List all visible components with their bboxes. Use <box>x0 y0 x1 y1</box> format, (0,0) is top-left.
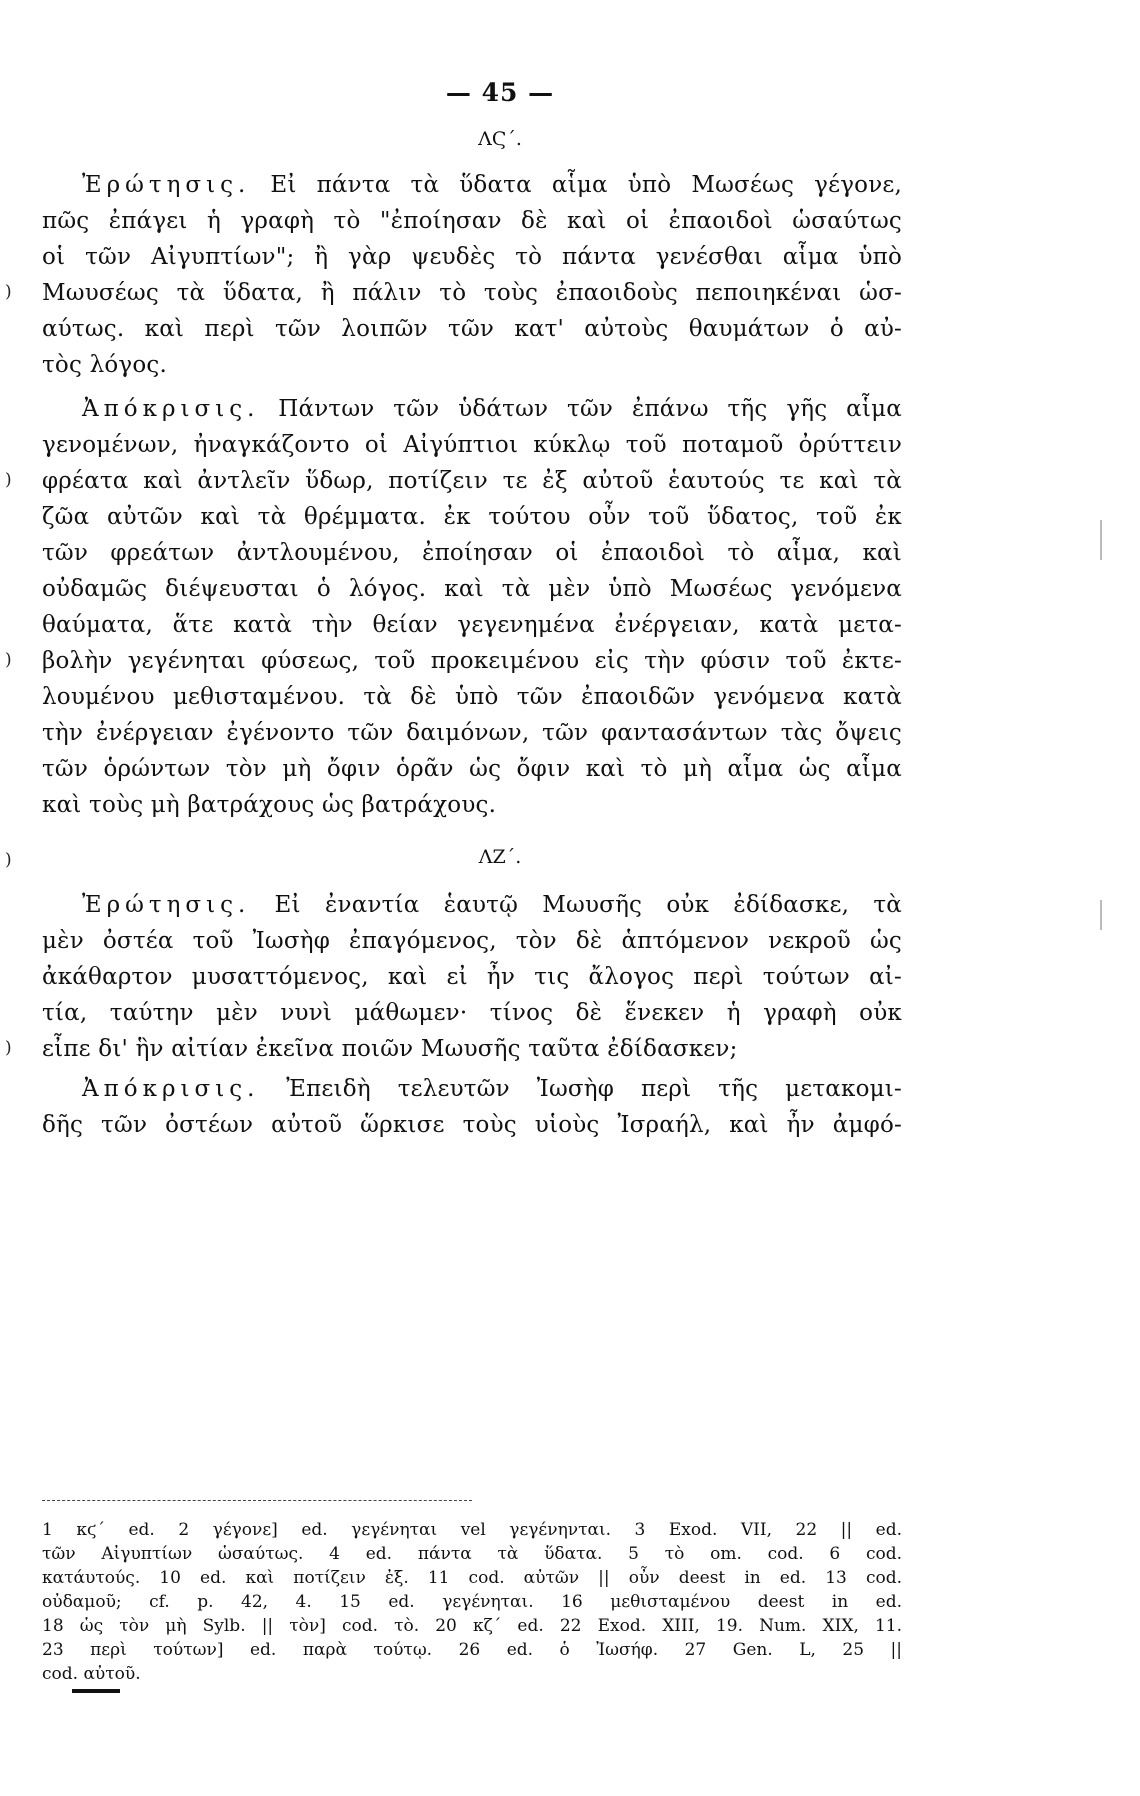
text-line: αύτως. καὶ περὶ τῶν λοιπῶν τῶν κατ' αὐτοὺς θαυμάτων ὁ αὐ- <box>42 316 902 342</box>
answer-label: Ἀπόκρισις. <box>82 1076 260 1102</box>
section-heading-36: ΛϚ΄. <box>478 128 522 150</box>
text-line: τῶν φρεάτων ἀντλουμένου, ἐποίησαν οἱ ἐπαοιδοὶ τὸ αἷμα, καὶ <box>42 540 902 566</box>
answer-label: Ἀπόκρισις. <box>82 396 260 422</box>
text-line: εἶπε δι' ἣν αἰτίαν ἐκεῖνα ποιῶν Μωυσῆς ταῦτα ἐδίδασκεν; <box>42 1036 738 1062</box>
footnote-line: οὐδαμοῦ; cf. p. 42, 4. 15 ed. γεγένηται. 16 μεθισταμένου deest in ed. <box>42 1592 902 1612</box>
question-label: Ἐρώτησις. <box>82 172 251 198</box>
text-line: τὴν ἐνέργειαν ἐγένοντο τῶν δαιμόνων, τῶν φαντασάντων τὰς ὄψεις <box>42 720 902 746</box>
page-end-mark <box>72 1689 120 1693</box>
footnote-rule <box>42 1500 472 1501</box>
margin-mark: ) <box>5 1038 12 1058</box>
text-line: δῆς τῶν ὀστέων αὐτοῦ ὥρκισε τοὺς υἱοὺς Ἰσραήλ, καὶ ἦν ἀμφό- <box>42 1112 902 1138</box>
text-line: Ἀπόκρισις. Πάντων τῶν ὑδάτων τῶν ἐπάνω τῆς γῆς αἷμα <box>82 396 902 422</box>
text-line: μὲν ὀστέα τοῦ Ἰωσὴφ ἐπαγόμενος, τὸν δὲ ἁπτόμενον νεκροῦ ὡς <box>42 928 902 954</box>
footnote-line: cod. αὐτοῦ. <box>42 1664 141 1684</box>
text-line: θαύματα, ἅτε κατὰ τὴν θείαν γεγενημένα ἐνέργειαν, κατὰ μετα- <box>42 612 902 638</box>
text-line: φρέατα καὶ ἀντλεῖν ὕδωρ, ποτίζειν τε ἐξ αὐτοῦ ἑαυτούς τε καὶ τὰ <box>42 468 902 494</box>
text-line: οἱ τῶν Αἰγυπτίων"; ἢ γὰρ ψευδὲς τὸ πάντα γενέσθαι αἷμα ὑπὸ <box>42 244 902 270</box>
text-line: τὸς λόγος. <box>42 352 167 378</box>
text-line: οὐδαμῶς διέψευσται ὁ λόγος. καὶ τὰ μὲν ὑπὸ Μωσέως γενόμενα <box>42 576 902 602</box>
text-line: γενομένων, ἠναγκάζοντο οἱ Αἰγύπτιοι κύκλῳ τοῦ ποταμοῦ ὀρύττειν <box>42 432 902 458</box>
text-line: πῶς ἐπάγει ἡ γραφὴ τὸ "ἐποίησαν δὲ καὶ οἱ ἐπαοιδοὶ ὡσαύτως <box>42 208 902 234</box>
text-line: Μωυσέως τὰ ὕδατα, ἢ πάλιν τὸ τοὺς ἐπαοιδοὺς πεποιηκέναι ὡσ- <box>42 280 902 306</box>
text-line: τῶν ὁρώντων τὸν μὴ ὄφιν ὁρᾶν ὡς ὄφιν καὶ τὸ μὴ αἷμα ὡς αἷμα <box>42 756 902 782</box>
footnote-line: 23 περὶ τούτων] ed. παρὰ τούτῳ. 26 ed. ὁ Ἰωσήφ. 27 Gen. L, 25 || <box>42 1640 902 1660</box>
scan-edge-mark <box>1100 900 1102 930</box>
margin-mark: ) <box>5 850 12 870</box>
section-heading-37: ΛΖ΄. <box>478 846 522 868</box>
scan-edge-mark <box>1100 520 1102 560</box>
text-line: τία, ταύτην μὲν νυνὶ μάθωμεν· τίνος δὲ ἕνεκεν ἡ γραφὴ οὐκ <box>42 1000 902 1026</box>
text-line: καὶ τοὺς μὴ βατράχους ὡς βατράχους. <box>42 792 497 818</box>
text-line: λουμένου μεθισταμένου. τὰ δὲ ὑπὸ τῶν ἐπαοιδῶν γενόμενα κατὰ <box>42 684 902 710</box>
footnote-line: τῶν Αἰγυπτίων ὡσαύτως. 4 ed. πάντα τὰ ὕδατα. 5 τὸ om. cod. 6 cod. <box>42 1544 902 1564</box>
text-line: ἀκάθαρτον μυσαττόμενος, καὶ εἰ ἦν τις ἄλογος περὶ τούτων αἰ- <box>42 964 902 990</box>
footnote-line: 18 ὡς τὸν μὴ Sylb. || τὸν] cod. τὸ. 20 κζ΄ ed. 22 Exod. XIII, 19. Num. XIX, 11. <box>42 1616 902 1636</box>
margin-mark: ) <box>5 650 12 670</box>
page-number: — 45 — <box>445 78 555 107</box>
footnote-line: κατάυτούς. 10 ed. καὶ ποτίζειν ἐξ. 11 cod. αὐτῶν || οὖν deest in ed. 13 cod. <box>42 1568 902 1588</box>
margin-mark: ) <box>5 282 12 302</box>
margin-mark: ) <box>5 470 12 490</box>
text-line: Ἀπόκρισις. Ἐπειδὴ τελευτῶν Ἰωσὴφ περὶ τῆς μετακομι- <box>82 1076 902 1102</box>
question-label: Ἐρώτησις. <box>82 892 251 918</box>
footnote-line: 1 κϛ΄ ed. 2 γέγονε] ed. γεγένηται vel γεγένηνται. 3 Exod. VII, 22 || ed. <box>42 1520 902 1540</box>
text-line: Ἐρώτησις. Εἰ ἐναντία ἑαυτῷ Μωυσῆς οὐκ ἐδίδασκε, τὰ <box>82 892 902 918</box>
text-line: βολὴν γεγένηται φύσεως, τοῦ προκειμένου εἰς τὴν φύσιν τοῦ ἐκτε- <box>42 648 902 674</box>
text-line: Ἐρώτησις. Εἰ πάντα τὰ ὕδατα αἷμα ὑπὸ Μωσέως γέγονε, <box>82 172 902 198</box>
text-line: ζῶα αὐτῶν καὶ τὰ θρέμματα. ἐκ τούτου οὖν τοῦ ὕδατος, τοῦ ἐκ <box>42 504 902 530</box>
